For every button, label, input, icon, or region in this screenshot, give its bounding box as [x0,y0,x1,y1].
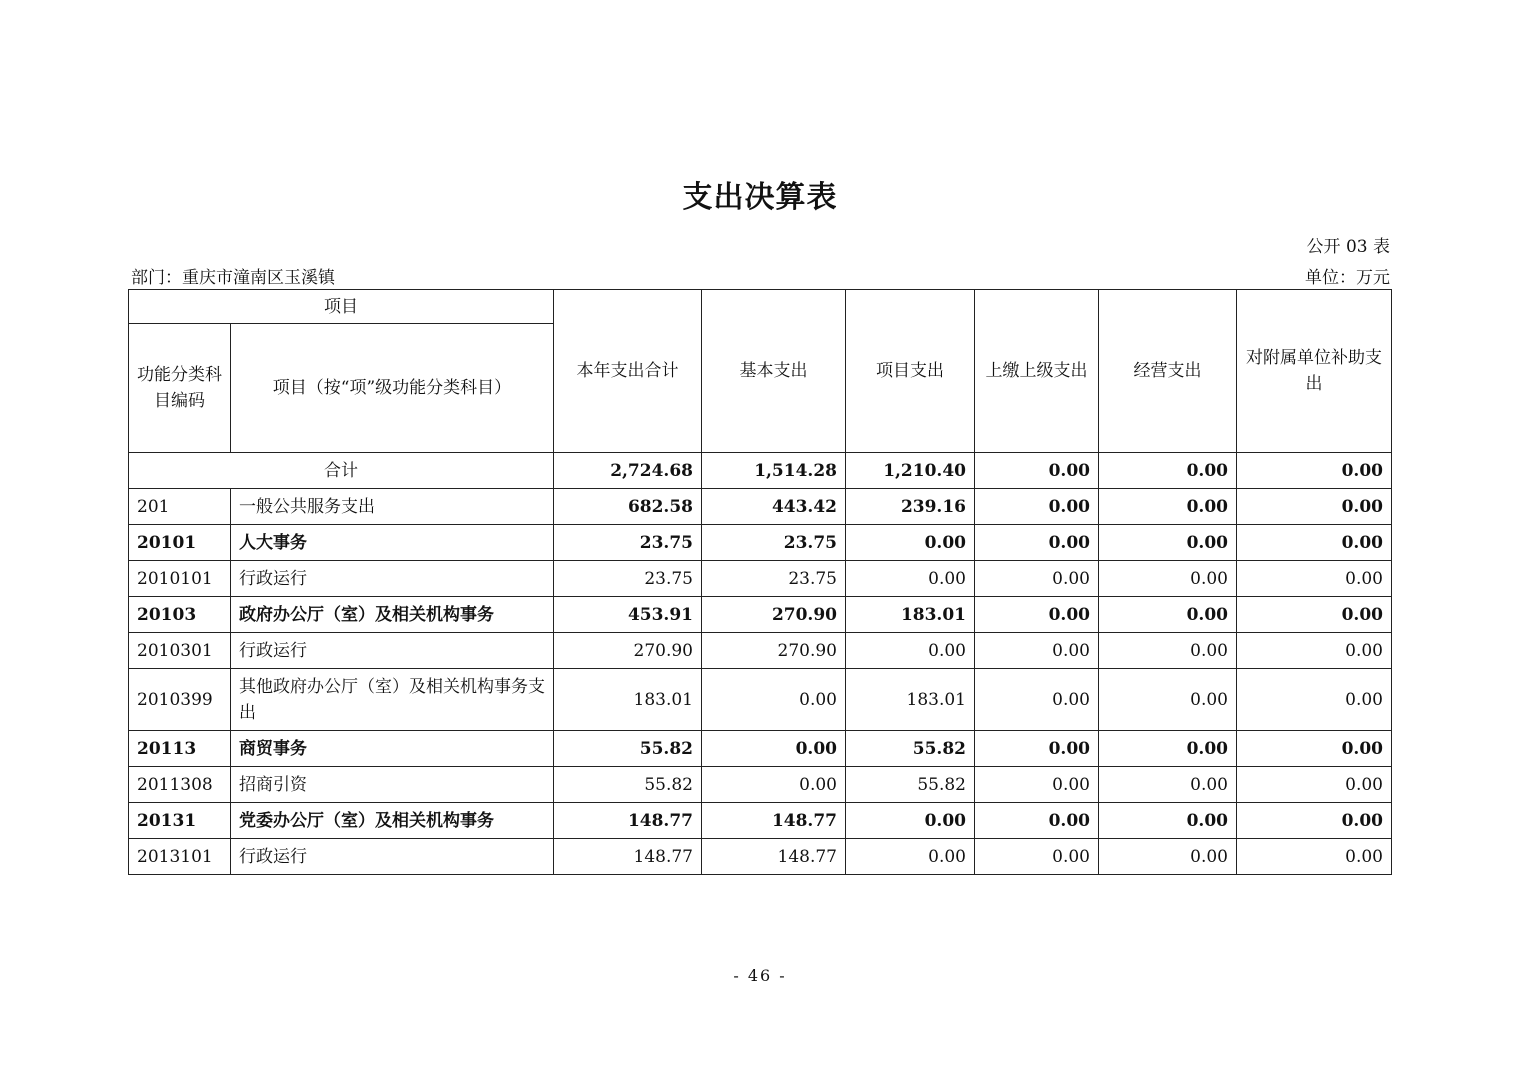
header-total: 本年支出合计 [554,290,702,453]
row-value: 183.01 [554,669,702,731]
form-code: 公开 03 表 [1306,237,1390,257]
header-basic: 基本支出 [702,290,846,453]
row-value: 0.00 [975,731,1099,767]
row-value: 0.00 [846,561,975,597]
row-value: 23.75 [702,561,846,597]
row-name: 一般公共服务支出 [231,489,554,525]
table-row [129,767,1392,803]
row-value: 183.01 [846,597,975,633]
row-code: 20113 [129,731,231,767]
row-value: 23.75 [702,525,846,561]
total-value: 0.00 [975,453,1099,489]
table-row [129,839,1392,875]
row-value: 0.00 [975,839,1099,875]
row-name: 行政运行 [231,839,554,875]
table-row [129,525,1392,561]
table-row [129,561,1392,597]
header-item: 项目 [129,290,554,324]
header-upper: 上缴上级支出 [975,290,1099,453]
row-value: 0.00 [1237,597,1392,633]
row-value: 0.00 [1099,597,1237,633]
row-value: 0.00 [1099,489,1237,525]
row-name: 招商引资 [231,767,554,803]
header-name: 项目（按“项”级功能分类科目） [231,324,554,453]
unit-label: 单位：万元 [1305,268,1390,288]
table-row [129,489,1392,525]
row-value: 0.00 [846,633,975,669]
row-value: 0.00 [702,767,846,803]
row-value: 0.00 [1237,803,1392,839]
row-value: 0.00 [1099,525,1237,561]
row-value: 0.00 [846,525,975,561]
row-value: 0.00 [702,731,846,767]
row-code: 20101 [129,525,231,561]
row-value: 0.00 [975,561,1099,597]
row-value: 0.00 [1099,767,1237,803]
row-value: 0.00 [975,767,1099,803]
table-row [129,803,1392,839]
row-value: 55.82 [554,767,702,803]
row-value: 148.77 [554,803,702,839]
row-code: 2010101 [129,561,231,597]
row-value: 0.00 [1099,731,1237,767]
row-value: 0.00 [846,803,975,839]
table-row [129,597,1392,633]
row-value: 0.00 [1237,525,1392,561]
row-name: 政府办公厅（室）及相关机构事务 [231,597,554,633]
row-value: 0.00 [975,803,1099,839]
row-value: 0.00 [1099,839,1237,875]
total-row [129,453,1392,489]
row-value: 0.00 [846,839,975,875]
row-name: 行政运行 [231,561,554,597]
page-title: 支出决算表 [682,180,838,215]
row-value: 55.82 [554,731,702,767]
total-value: 1,514.28 [702,453,846,489]
row-name: 行政运行 [231,633,554,669]
row-value: 23.75 [554,561,702,597]
row-name: 商贸事务 [231,731,554,767]
row-value: 453.91 [554,597,702,633]
table-row [129,669,1392,731]
row-code: 20131 [129,803,231,839]
total-value: 0.00 [1237,453,1392,489]
table-row [129,633,1392,669]
row-value: 0.00 [975,669,1099,731]
row-code: 2010301 [129,633,231,669]
row-name: 党委办公厅（室）及相关机构事务 [231,803,554,839]
row-value: 55.82 [846,731,975,767]
header-project: 项目支出 [846,290,975,453]
row-value: 23.75 [554,525,702,561]
row-value: 148.77 [702,839,846,875]
row-value: 0.00 [1099,669,1237,731]
row-value: 0.00 [975,525,1099,561]
header-business: 经营支出 [1099,290,1237,453]
row-value: 270.90 [702,597,846,633]
row-value: 682.58 [554,489,702,525]
row-value: 148.77 [554,839,702,875]
row-value: 0.00 [975,633,1099,669]
row-value: 183.01 [846,669,975,731]
row-value: 270.90 [702,633,846,669]
department-label: 部门：重庆市潼南区玉溪镇 [131,268,335,288]
row-value: 0.00 [1237,839,1392,875]
row-name: 其他政府办公厅（室）及相关机构事务支出 [231,669,554,731]
row-value: 0.00 [1237,489,1392,525]
row-value: 0.00 [975,489,1099,525]
row-value: 0.00 [702,669,846,731]
row-code: 2010399 [129,669,231,731]
row-value: 55.82 [846,767,975,803]
row-value: 0.00 [1237,669,1392,731]
row-value: 0.00 [1099,561,1237,597]
row-code: 2011308 [129,767,231,803]
row-value: 0.00 [1237,731,1392,767]
row-value: 0.00 [1237,767,1392,803]
row-value: 148.77 [702,803,846,839]
expenditure-table [128,289,1392,875]
table-row [129,731,1392,767]
row-value: 239.16 [846,489,975,525]
total-value: 0.00 [1099,453,1237,489]
page-number: - 46 - [733,966,787,985]
row-value: 270.90 [554,633,702,669]
row-name: 人大事务 [231,525,554,561]
row-value: 0.00 [1237,633,1392,669]
total-label: 合计 [129,453,554,489]
header-code: 功能分类科目编码 [129,324,231,453]
header-subsidy: 对附属单位补助支出 [1237,290,1392,453]
row-value: 0.00 [1237,561,1392,597]
row-code: 2013101 [129,839,231,875]
row-code: 20103 [129,597,231,633]
total-value: 1,210.40 [846,453,975,489]
row-value: 0.00 [1099,633,1237,669]
row-value: 0.00 [1099,803,1237,839]
row-value: 0.00 [975,597,1099,633]
total-value: 2,724.68 [554,453,702,489]
row-code: 201 [129,489,231,525]
row-value: 443.42 [702,489,846,525]
